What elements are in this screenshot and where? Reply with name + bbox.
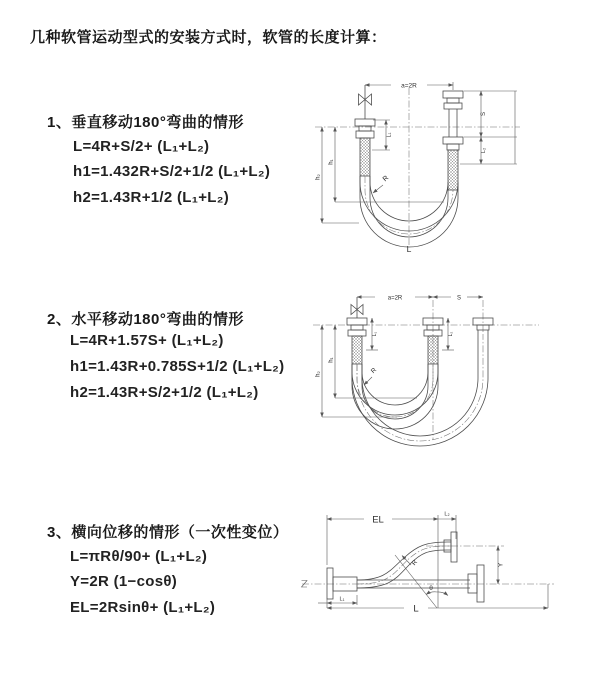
left-end-fitting bbox=[355, 119, 375, 176]
section-1-title bbox=[47, 111, 244, 132]
dim-end-right-label: L₂ bbox=[444, 511, 450, 518]
dim-end-left-label: L₁ bbox=[372, 331, 378, 337]
section-3-formula-EL: EL=2Rsinθ+ (L₁+L₂) bbox=[70, 599, 216, 616]
dim-el-label: EL bbox=[372, 514, 384, 526]
left-end-length-dimension bbox=[318, 595, 357, 605]
section-1-heading: 垂直移动180°弯曲的情形 bbox=[71, 114, 244, 131]
section-3-formula-L: L=πRθ/90+ (L₁+L₂) bbox=[70, 548, 208, 565]
section-3-heading: 横向位移的情形（一次性变位） bbox=[71, 524, 289, 541]
dim-stroke-label: S bbox=[456, 295, 462, 302]
section-2-formula-h2: h2=1.43R+S/2+1/2 (L₁+L₂) bbox=[70, 384, 259, 401]
section-2-title bbox=[47, 308, 244, 329]
length-label: L bbox=[406, 244, 412, 254]
displaced-s-curve-hose bbox=[357, 542, 451, 588]
height-dimensions bbox=[316, 127, 445, 223]
diagram-lateral-offset bbox=[298, 503, 560, 641]
section-3-title bbox=[47, 521, 288, 542]
dim-end-right-label: L₂ bbox=[448, 331, 454, 337]
section-2-number: 2、 bbox=[47, 311, 72, 328]
stroke-dimension bbox=[460, 91, 517, 164]
page-title: 几种软管运动型式的安装方式时，软管的长度计算： bbox=[30, 29, 387, 46]
dim-h2-label: h₂ bbox=[315, 174, 322, 180]
radius-label: R bbox=[410, 558, 420, 568]
right-end-fitting bbox=[443, 91, 463, 190]
span-dimension bbox=[357, 296, 483, 302]
section-1-formula-h2: h2=1.43R+1/2 (L₁+L₂) bbox=[73, 189, 230, 206]
projected-length-dimension bbox=[327, 512, 456, 609]
right-end-fitting-original bbox=[468, 565, 484, 602]
section-3-number: 3、 bbox=[47, 524, 72, 541]
hose-u-curves bbox=[352, 331, 488, 446]
braided-hose-section bbox=[448, 150, 458, 190]
dim-stroke-label: S bbox=[481, 111, 487, 117]
section-2-formula-L: L=4R+1.57S+ (L₁+L₂) bbox=[70, 332, 224, 349]
span-dimension bbox=[365, 82, 453, 90]
braided-hose-section bbox=[352, 336, 362, 364]
dim-h1-label: h₁ bbox=[328, 159, 335, 165]
dim-end-left-label: L₁ bbox=[386, 132, 393, 138]
section-1-number: 1、 bbox=[47, 114, 72, 131]
end-length-dimensions bbox=[366, 318, 454, 350]
valve-icon bbox=[351, 297, 363, 318]
offset-dimension bbox=[498, 546, 505, 584]
diagram-vertical-180 bbox=[313, 76, 528, 258]
height-dimensions bbox=[316, 325, 418, 417]
centerlines bbox=[315, 88, 520, 246]
section-1-formula-L: L=4R+S/2+ (L₁+L₂) bbox=[73, 138, 210, 155]
valve-icon bbox=[359, 85, 372, 119]
moving-end-fitting-start bbox=[423, 318, 443, 364]
right-end-fitting-displaced bbox=[444, 532, 457, 562]
braided-hose-section bbox=[360, 138, 370, 176]
dim-end-right-label: L₂ bbox=[481, 147, 487, 154]
dim-h2-label: h₂ bbox=[315, 371, 322, 377]
angle-label: θ bbox=[429, 585, 433, 592]
section-2-heading: 水平移动180°弯曲的情形 bbox=[71, 311, 244, 328]
radius-callout bbox=[373, 175, 390, 193]
section-3-formula-Y: Y=2R (1−cosθ) bbox=[70, 573, 178, 590]
dim-span-label: a=2R bbox=[387, 295, 403, 302]
dim-h1-label: h₁ bbox=[328, 357, 335, 363]
length-dimension bbox=[327, 584, 548, 615]
radius-label: R bbox=[381, 174, 391, 184]
radius-callout bbox=[364, 367, 378, 385]
section-2-formula-h1: h1=1.43R+0.785S+1/2 (L₁+L₂) bbox=[70, 358, 285, 375]
dim-y-label: Y bbox=[497, 562, 505, 568]
fixed-end-fitting bbox=[347, 318, 367, 364]
diagram-horizontal-180 bbox=[311, 288, 543, 460]
angle-construction bbox=[395, 555, 448, 608]
dim-l-label: L bbox=[413, 603, 419, 615]
left-end-fitting bbox=[327, 568, 357, 599]
braided-hose-section bbox=[428, 336, 438, 364]
section-1-formula-h1: h1=1.432R+S/2+1/2 (L₁+L₂) bbox=[73, 163, 271, 180]
hose-u-curves bbox=[360, 176, 458, 247]
dim-end-left-label: L₁ bbox=[339, 596, 345, 603]
radius-label: R bbox=[369, 366, 379, 376]
dim-span-label: a=2R bbox=[401, 82, 417, 90]
